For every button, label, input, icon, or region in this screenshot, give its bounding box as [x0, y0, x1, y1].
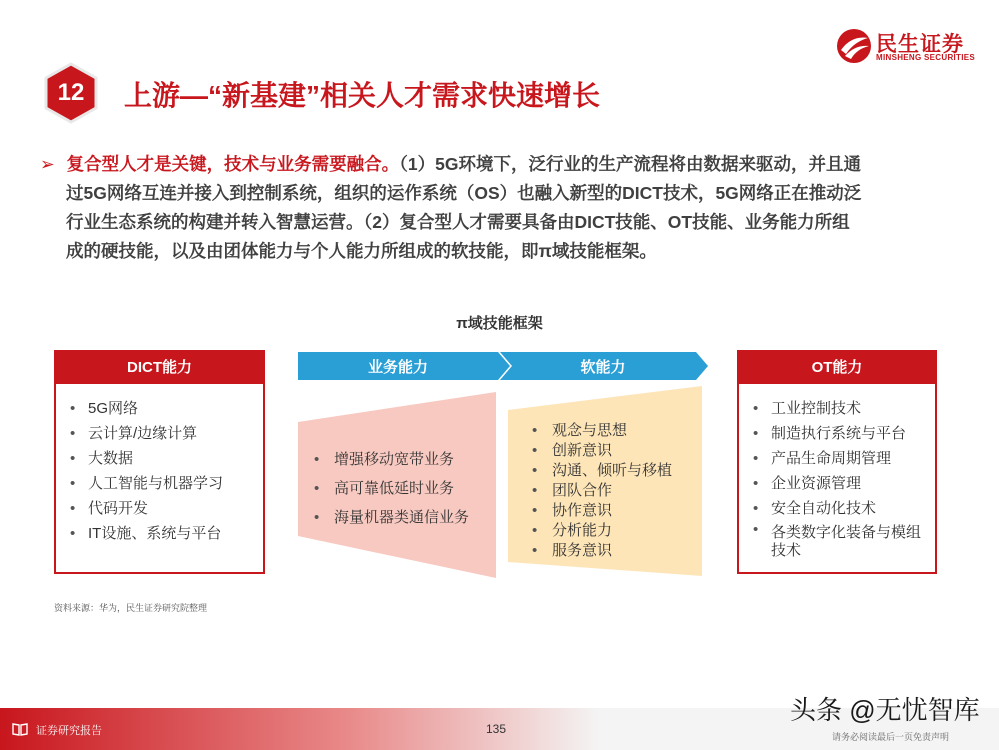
- list-item: • 5G网络: [70, 396, 263, 421]
- ot-list: [739, 384, 935, 560]
- bullet-arrow-icon: ➢: [40, 154, 55, 174]
- book-icon: [12, 722, 28, 736]
- brand-logo: [836, 26, 981, 66]
- list-item: • 分析能力: [532, 521, 672, 541]
- list-item: • 增强移动宽带业务: [314, 445, 469, 474]
- list-item: • 各类数字化装备与模组技术: [753, 521, 935, 560]
- paragraph-line-1-text: （1）5G环境下，泛行业的生产流程将由数据来驱动，并且通: [399, 154, 861, 174]
- list-item: • 人工智能与机器学习: [70, 471, 263, 496]
- soft-header: 软能力: [580, 359, 626, 376]
- list-item: • 高可靠低延时业务: [314, 474, 469, 503]
- soft-list: [532, 421, 672, 561]
- footer-label: 证券研究报告: [36, 725, 102, 737]
- dict-list: [56, 384, 263, 546]
- ot-header: OT能力: [739, 352, 935, 384]
- list-item: • 海量机器类通信业务: [314, 503, 469, 532]
- list-item: • 创新意识: [532, 441, 672, 461]
- list-item: • 安全自动化技术: [753, 496, 935, 521]
- brand-name-en: MINSHENG SECURITIES: [876, 53, 976, 62]
- ot-box: [737, 350, 937, 574]
- brand-name-cn: 民生证券: [876, 33, 964, 56]
- paragraph-line-2: 过5G网络互连并接入到控制系统，组织的运作系统（OS）也融入新型的DICT技术，5G网络正在推动泛: [66, 183, 862, 203]
- paragraph-line-3: 行业生态系统的构建并转入智慧运营。（2）复合型人才需要具备由DICT技能、OT技能、业务能力所组: [66, 212, 850, 232]
- list-item: • 团队合作: [532, 481, 672, 501]
- watermark: 头条 @无忧智库: [790, 695, 980, 725]
- paragraph-line-4: 成的硬技能，以及由团体能力与个人能力所组成的软技能，即π域技能框架。: [66, 241, 657, 261]
- business-list: [314, 445, 469, 532]
- intro-paragraph: [40, 150, 970, 266]
- list-item: • 企业资源管理: [753, 471, 935, 496]
- list-item: • IT设施、系统与平台: [70, 521, 263, 546]
- list-item: • 服务意识: [532, 541, 672, 561]
- figure-title: π域技能框架: [456, 315, 543, 332]
- disclaimer: 请务必阅读最后一页免责声明: [832, 732, 950, 742]
- dict-box: [54, 350, 265, 574]
- list-item: • 制造执行系统与平台: [753, 421, 935, 446]
- list-item: • 观念与思想: [532, 421, 672, 441]
- paragraph-highlight: 复合型人才是关键，技术与业务需要融合。: [66, 154, 400, 174]
- page-number: 135: [486, 722, 507, 736]
- brand-logo-icon: [836, 28, 872, 64]
- list-item: • 云计算/边缘计算: [70, 421, 263, 446]
- list-item: • 工业控制技术: [753, 396, 935, 421]
- page-title: 上游—“新基建”相关人才需求快速增长: [124, 80, 601, 111]
- list-item: • 代码开发: [70, 496, 263, 521]
- source-note: 资料来源：华为，民生证券研究院整理: [54, 603, 208, 613]
- dict-header: DICT能力: [56, 352, 263, 384]
- list-item: • 大数据: [70, 446, 263, 471]
- list-item: • 产品生命周期管理: [753, 446, 935, 471]
- slide-number: 12: [57, 79, 85, 106]
- paragraph-line-1: [40, 150, 970, 179]
- business-header: 业务能力: [367, 359, 428, 376]
- list-item: • 沟通、倾听与移植: [532, 461, 672, 481]
- list-item: • 协作意识: [532, 501, 672, 521]
